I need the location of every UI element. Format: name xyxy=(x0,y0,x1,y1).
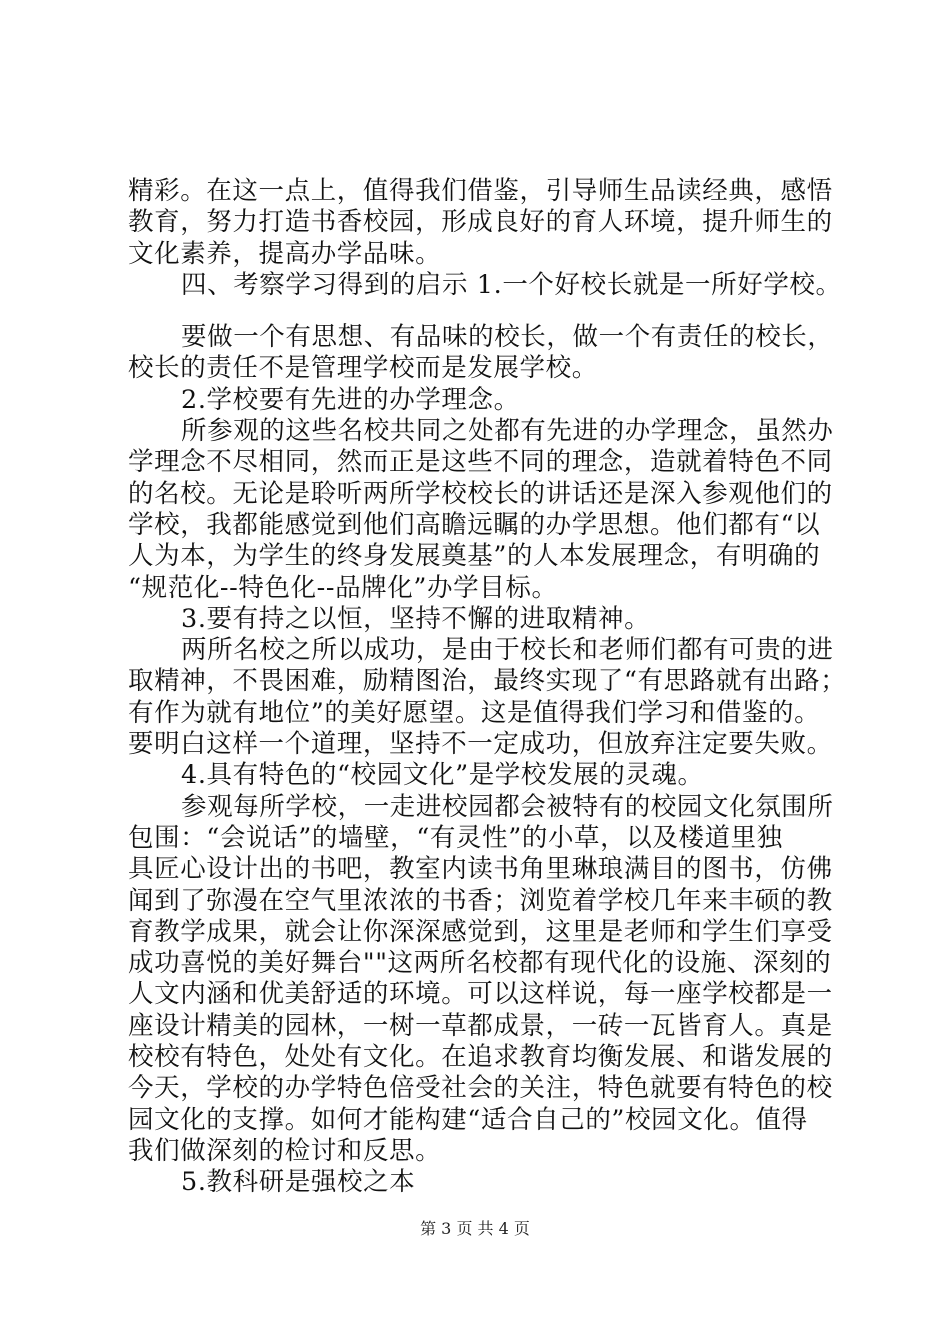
text-line: 所参观的这些名校共同之处都有先进的办学理念，虽然办 xyxy=(181,416,834,447)
text-line: 人为本，为学生的终身发展奠基”的人本发展理念，有明确的 xyxy=(128,541,821,572)
text-line: 文化素养，提高办学品味。 xyxy=(128,238,442,269)
text-line: 今天，学校的办学特色倍受社会的关注，特色就要有特色的校 xyxy=(128,1073,833,1104)
text-line: 具匠心设计出的书吧，教室内读书角里琳琅满目的图书，仿佛 xyxy=(128,854,833,885)
text-line: 的名校。无论是聆听两所学校校长的讲话还是深入参观他们的 xyxy=(128,478,833,509)
text-line: 学理念不尽相同，然而正是这些不同的理念，造就着特色不同 xyxy=(128,447,833,478)
text-line: 两所名校之所以成功，是由于校长和老师们都有可贵的进 xyxy=(181,635,834,666)
page-footer: 第 3 页 共 4 页 xyxy=(420,1219,530,1238)
text-line: 校长的责任不是管理学校而是发展学校。 xyxy=(128,353,598,384)
text-line: 我们做深刻的检讨和反思。 xyxy=(128,1135,442,1166)
text-line: 2.学校要有先进的办学理念。 xyxy=(181,384,520,415)
text-line: 人文内涵和优美舒适的环境。可以这样说，每一座学校都是一 xyxy=(128,979,833,1010)
text-line: 要做一个有思想、有品味的校长，做一个有责任的校长， xyxy=(181,322,834,353)
text-line: 校校有特色，处处有文化。在追求教育均衡发展、和谐发展的 xyxy=(128,1042,833,1073)
text-line: 教育，努力打造书香校园，形成良好的育人环境，提升师生的 xyxy=(128,207,833,238)
text-line: 5.教科研是强校之本 xyxy=(181,1167,416,1198)
text-line: 学校，我都能感觉到他们高瞻远瞩的办学思想。他们都有“以 xyxy=(128,509,821,540)
text-line: 四、考察学习得到的启示 1.一个好校长就是一所好学校。 xyxy=(181,269,842,300)
text-line: 园文化的支撑。如何才能构建“适合自己的”校园文化。值得 xyxy=(128,1104,808,1135)
text-line: 包围：“会说话”的墙壁，“有灵性”的小草，以及楼道里独 xyxy=(128,822,783,853)
text-line: 闻到了弥漫在空气里浓浓的书香；浏览着学校几年来丰硕的教 xyxy=(128,885,833,916)
text-line: 育教学成果，就会让你深深感觉到，这里是老师和学生们享受 xyxy=(128,916,833,947)
text-line: 座设计精美的园林，一树一草都成景，一砖一瓦皆育人。真是 xyxy=(128,1010,833,1041)
text-line: 参观每所学校，一走进校园都会被特有的校园文化氛围所 xyxy=(181,791,834,822)
text-line: 4.具有特色的“校园文化”是学校发展的灵魂。 xyxy=(181,760,704,791)
text-line: 要明白这样一个道理，坚持不一定成功，但放弃注定要失败。 xyxy=(128,729,833,760)
text-line: 有作为就有地位”的美好愿望。这是值得我们学习和借鉴的。 xyxy=(128,697,821,728)
document-body xyxy=(128,176,847,1199)
text-line: 成功喜悦的美好舞台""这两所名校都有现代化的设施、深刻的 xyxy=(128,948,832,979)
paragraph-gap xyxy=(128,301,828,322)
text-line: 精彩。在这一点上，值得我们借鉴，引导师生品读经典，感悟 xyxy=(128,176,833,206)
text-line: 取精神，不畏困难，励精图治，最终实现了“有思路就有出路； xyxy=(128,666,847,697)
text-line: 3.要有持之以恒，坚持不懈的进取精神。 xyxy=(181,603,651,634)
text-line: “规范化--特色化--品牌化”办学目标。 xyxy=(128,572,558,603)
